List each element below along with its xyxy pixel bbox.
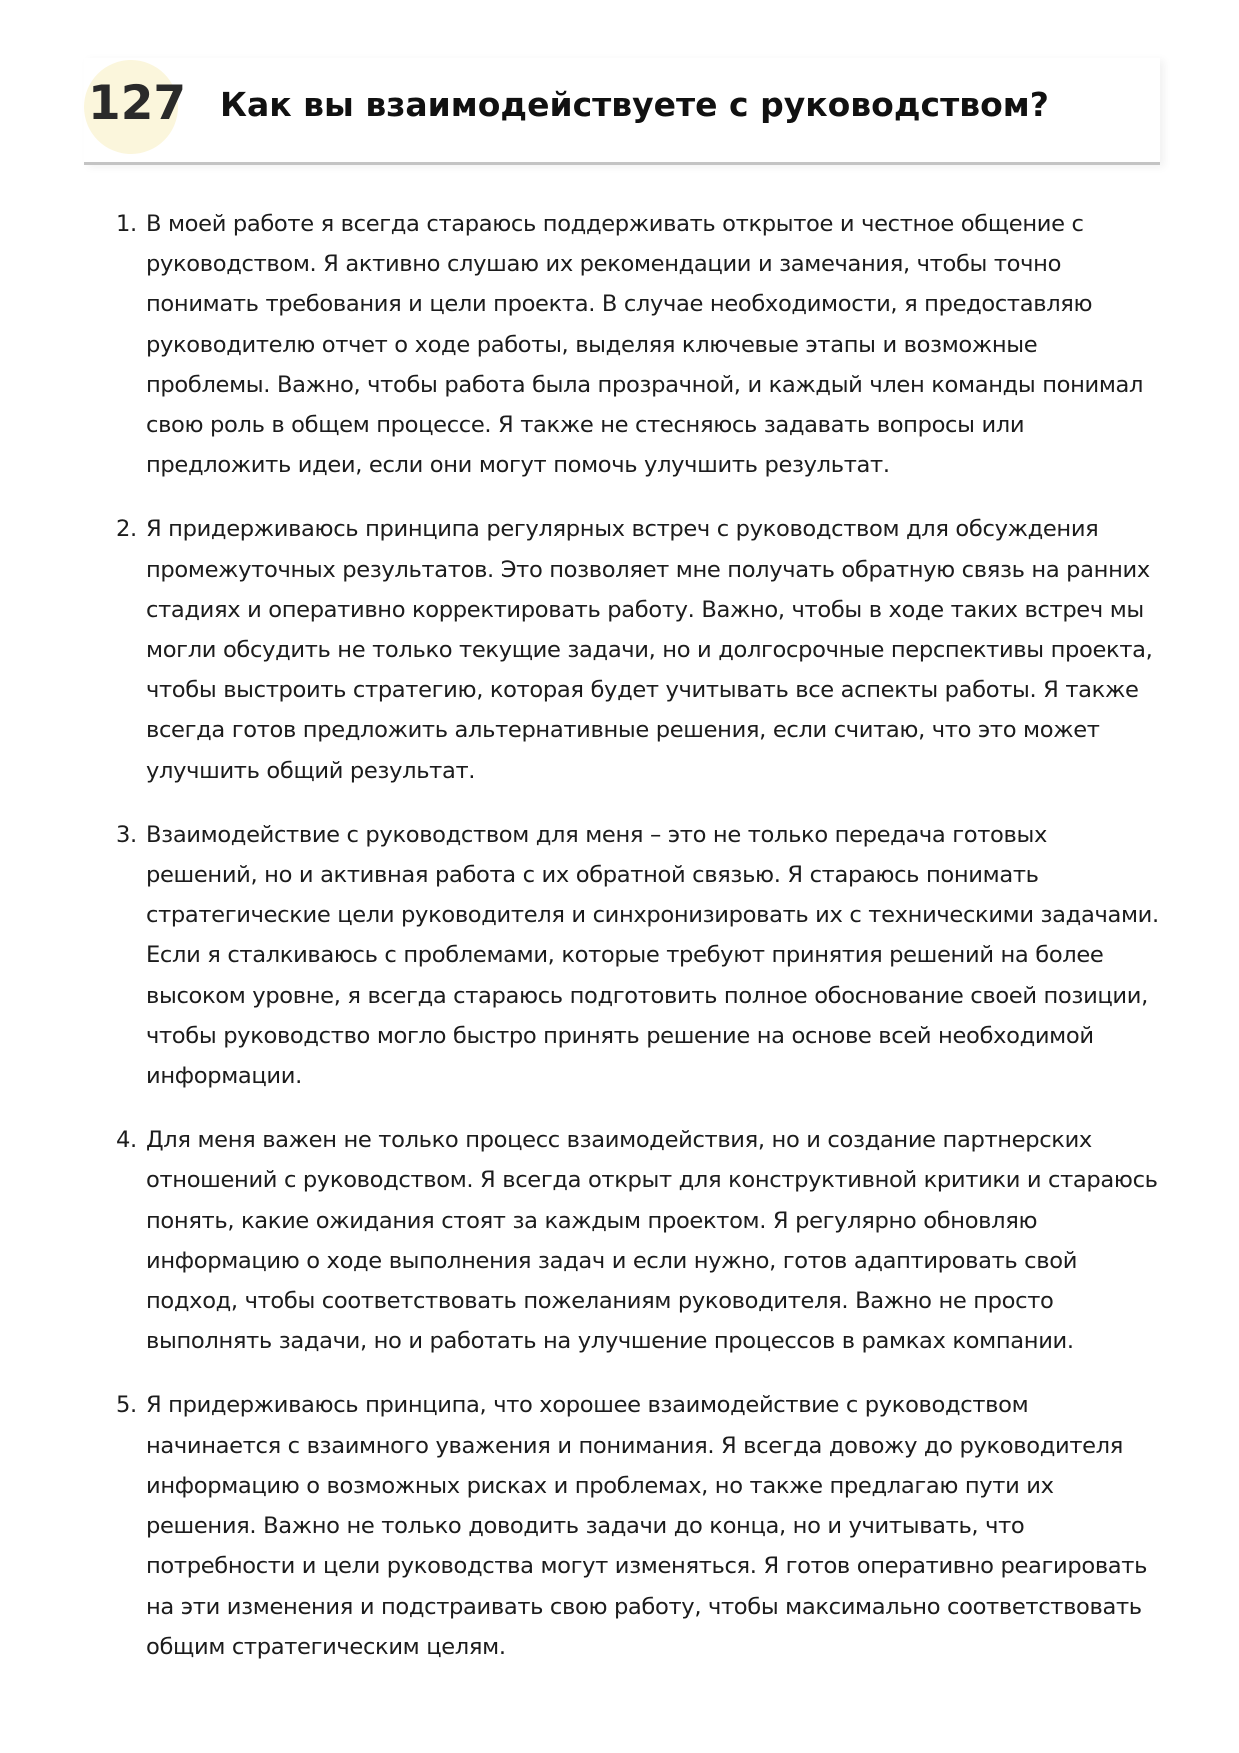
answer-text: Я придерживаюсь принципа, что хорошее взаимодействие с руководством начинается с взаимного уважения и понимания. Я всегда довожу до руководителя информацию о возможных рисках и проблемах, но также предлагаю пути их решения. Важно не только доводить задачи до конца, но и учитывать, что потребности и цели руководства могут изменяться. Я готов оперативно реагировать на эти изменения и подстраивать свою работу, чтобы максимально соответствовать общим стратегическим целям.: [146, 1392, 1148, 1660]
answer-text: Для меня важен не только процесс взаимодействия, но и создание партнерских отношений с руководством. Я всегда открыт для конструктивной критики и стараюсь понять, какие ожидания стоят за каждым проектом. Я регулярно обновляю информацию о ходе выполнения задач и если нужно, готов адаптировать свой подход, чтобы соответствовать пожеланиям руководителя. Важно не просто выполнять задачи, но и работать на улучшение процессов в рамках компании.: [146, 1127, 1158, 1355]
answer-item: [116, 509, 1164, 790]
answer-number: 4.: [116, 1127, 137, 1154]
answer-text: Я придерживаюсь принципа регулярных встреч с руководством для обсуждения промежуточных результатов. Это позволяет мне получать обратную связь на ранних стадиях и оперативно корректировать работу. Важно, чтобы в ходе таких встреч мы могли обсудить не только текущие задачи, но и долгосрочные перспективы проекта, чтобы выстроить стратегию, которая будет учитывать все аспекты работы. Я также всегда готов предложить альтернативные решения, если считаю, что это может улучшить общий результат.: [146, 516, 1153, 784]
question-title: Как вы взаимодействуете с руководством?: [220, 85, 1049, 124]
answer-list: [116, 204, 1164, 1691]
question-header: [84, 58, 1160, 165]
answer-number: 5.: [116, 1392, 137, 1419]
answer-number: 1.: [116, 211, 137, 237]
answer-number: 3.: [116, 821, 137, 848]
answer-item: [116, 1385, 1164, 1666]
answer-item: [116, 1120, 1164, 1361]
answer-item: [116, 815, 1164, 1096]
answer-text: Взаимодействие с руководством для меня – это не только передача готовых решений, но и активная работа с их обратной связью. Я стараюсь понимать стратегические цели руководителя и синхронизировать их с техническими задачами. Если я сталкиваюсь с проблемами, которые требуют принятия решений на более высоком уровне, я всегда стараюсь подготовить полное обоснование своей позиции, чтобы руководство могло быстро принять решение на основе всей необходимой информации.: [146, 821, 1159, 1090]
answer-item: [116, 204, 1164, 485]
answer-text: В моей работе я всегда стараюсь поддерживать открытое и честное общение с руководством. Я активно слушаю их рекомендации и замечания, чтобы точно понимать требования и цели проекта. В случае необходимости, я предоставляю руководителю отчет о ходе работы, выделяя ключевые этапы и возможные проблемы. Важно, чтобы работа была прозрачной, и каждый член команды понимал свою роль в общем процессе. Я также не стесняюсь задавать вопросы или предложить идеи, если они могут помочь улучшить результат.: [146, 211, 1144, 479]
question-number: 127: [88, 76, 187, 131]
answer-number: 2.: [116, 516, 137, 543]
